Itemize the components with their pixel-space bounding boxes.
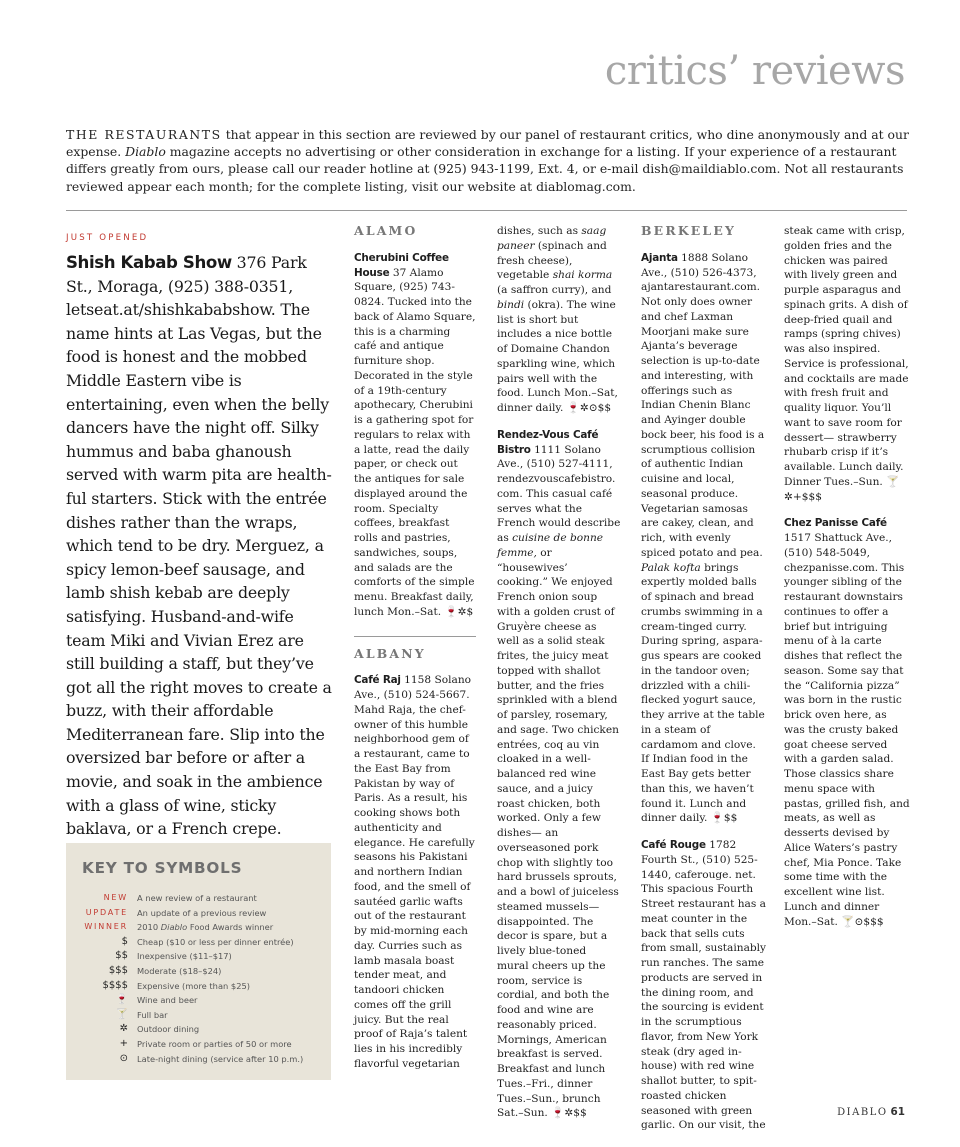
review-cafe-raj <box>354 673 476 1071</box>
featured-review <box>66 233 334 866</box>
key-row-late-night <box>66 1052 331 1067</box>
review-symbols: 🍷✲$$ <box>551 1107 587 1120</box>
key-to-symbols <box>66 843 331 1080</box>
key-desc: Private room or parties of 50 or more <box>137 1038 292 1049</box>
sun-icon: ✲ <box>119 1023 128 1035</box>
divider <box>354 636 476 637</box>
review-symbols: 🍷$$ <box>710 812 738 825</box>
intro-lead: THE RESTAURANTS <box>66 127 222 142</box>
review-cherubini <box>354 251 476 620</box>
review-cafe-raj-continued: dishes, such as saag paneer (spinach and fresh cheese), vegetable shai korma (a saffron curry), and bindi (okra). The wine list is short but includes a nice bottle of Domaine Chandon sparkling wine, which pairs well with the food. Lunch Mon.–Sat, dinner daily. 🍷✲⊙$$ <box>497 225 618 414</box>
footer-magazine: DIABLO <box>837 1107 888 1118</box>
column-alamo-albany <box>354 224 476 1072</box>
restaurant-name: Café Rouge <box>641 839 706 851</box>
review-cafe-rouge-continued: steak came with crisp, golden fries and the chicken was paired with lively green and purple asparagus and spinach grits. A dish of deep-fried quail and ramps (spring chives) was also inspired. Service is professional, and cocktails are made with fresh fruit and quality liquor. You’ll want to save room for dessert— strawberry rhubarb crisp if it’s available. Lunch daily. Dinner Tues.–Sun. 🍸✲+$$$ <box>784 225 909 503</box>
key-desc: Late-night dining (service after 10 p.m.) <box>137 1053 304 1064</box>
review-text: 1158 Solano Ave., (510) 524-5667. Mahd Raja, the chef-owner of this humble neighborhood gem of a restaurant, came to the East Bay from Pakistan by way of Paris. As a result, his cooking shows both authenticity and elegance. He carefully seasons his Pakistani and northern Indian food, and the smell of sautéed garlic wafts out of the restaurant by mid-morning each day. Curries such as lamb masala boast tender meat, and tandoori chicken comes off the grill juicy. But the real proof of Raja’s talent lies in his incredibly flavorful vegetarian <box>354 674 475 1070</box>
key-row-new <box>66 891 331 906</box>
key-rows <box>66 891 331 1066</box>
key-desc: A new review of a restaurant <box>137 893 257 903</box>
page-footer <box>837 1106 905 1118</box>
section-title: critics’ reviews <box>604 48 905 94</box>
intro-text-1: that appear in this section are reviewed by our panel of restaurant critics, who dine anonymously and at our expense. <box>66 127 909 160</box>
key-row-private-room <box>66 1037 331 1052</box>
key-row-update <box>66 906 331 921</box>
review-rendez-vous: Rendez-Vous Café Bistro 1111 Solano Ave., (510) 527-4111, rendezvouscafebistro. com. This casual café serves what the French would describe as cuisine de bonne femme, or “housewives’ cooking.” We enjoyed French onion soup with a golden crust of Gruyère cheese as well as a solid steak frites, the juicy meat topped with shallot butter, and the fries sprinkled with a blend of parsley, rosemary, and sage. Two chicken entrées, coq au vin cloaked in a well-balanced red wine sauce, and a juicy roast chicken, both worked. Only a few dishes— an overseasoned pork chop with slightly too hard brussels sprouts, and a bowl of juiceless steamed mussels— disappointed. The decor is spare, but a lively blue-toned mural cheers up the room, service is cordial, and both the food and wine are reasonably priced. Mornings, American breakfast is served. Breakfast and lunch Tues.–Fri., dinner Tues.–Sun., brunch Sat.–Sun. 🍷✲$$ <box>497 428 621 1120</box>
key-row-cheap <box>66 935 331 950</box>
featured-review-body <box>66 251 334 866</box>
key-desc: Full bar <box>137 1009 168 1020</box>
key-desc: Expensive (more than $25) <box>137 980 250 991</box>
key-desc: 2010 Diablo Food Awards winner <box>137 922 274 933</box>
review-symbols: 🍸⊙$$$ <box>841 915 884 928</box>
column-berkeley <box>641 224 767 1133</box>
key-label: UPDATE <box>85 907 128 917</box>
key-row-wine-beer <box>66 993 331 1008</box>
city-heading-berkeley: BERKELEY <box>641 223 737 238</box>
key-desc: Wine and beer <box>137 995 198 1006</box>
key-row-expensive <box>66 979 331 994</box>
restaurant-name: Rendez-Vous Café Bistro <box>497 428 599 456</box>
featured-review-text: 376 Park St., Moraga, (925) 388-0351, letseat.at/shishkababshow. The name hints at Las Vegas, but the food is honest and the mobbed Middle Eastern vibe is entertaining, even when the belly dancers have the night off. Silky hummus and baba ghanoush served with warm pita are healthful starters. Stick with the entrée dishes rather than the wraps, which tend to be dry. Merguez, a spicy lemon-beef sausage, and lamb shish kebab are deeply satisfying. Husband-and-wife team Miki and Vivian Erez are still building a staff, but they’ve got all the right moves to create a buzz, with their affordable Mediterranean fare. Slip into the oversized bar before or after a movie, and soak in the ambience with a glass of wine, sticky baklava, or a French crepe. <box>66 253 332 839</box>
review-text: 37 Alamo Square, (925) 743-0824. Tucked into the back of Alamo Square, this is a charming café and antique furniture shop. Decorated in the style of a 19th-century apothecary, Cherubini is a gathering spot for regulars to relax with a latte, read the daily paper, or check out the antiques for sale displayed around the room. Specialty coffees, breakfast rolls and pastries, sandwiches, soups, and salads are the comforts of the simple menu. Breakfast daily, lunch Mon.–Sat. <box>354 266 476 618</box>
page-number: 61 <box>890 1106 905 1118</box>
restaurant-name: Cherubini Coffee House <box>354 251 449 279</box>
city-heading-alamo: ALAMO <box>354 223 418 238</box>
plus-icon: + <box>119 1037 128 1049</box>
key-label: $ <box>121 935 128 947</box>
review-symbols: 🍷✲$ <box>444 605 474 618</box>
key-desc: An update of a previous review <box>137 907 267 918</box>
key-desc: Cheap ($10 or less per dinner entrée) <box>137 936 294 947</box>
key-desc: Inexpensive ($11–$17) <box>137 951 232 962</box>
review-cafe-rouge: Café Rouge 1782 Fourth St., (510) 525-1440, caferouge. net. This spacious Fourth Street restaurant has a meat counter in the back that sells cuts from small, sustainably run ranches. The same products are served in the dining room, and the sourcing is evident in the scrumptious flavor, from New York steak (dry aged in-house) with red wine shallot butter, to spit-roasted chicken seasoned with green garlic. On our visit, the <box>641 839 767 1132</box>
key-label: WINNER <box>84 922 128 932</box>
intro-paragraph <box>66 126 916 195</box>
key-row-moderate <box>66 964 331 979</box>
cocktail-glass-icon: 🍸 <box>115 1008 128 1020</box>
restaurant-name: Chez Panisse Café <box>784 517 887 530</box>
featured-restaurant-name: Shish Kabab Show <box>66 253 232 272</box>
key-row-outdoor <box>66 1022 331 1037</box>
top-divider <box>66 210 907 211</box>
review-symbols: 🍷✲⊙$$ <box>566 402 612 414</box>
review-chez-panisse: Chez Panisse Café 1517 Shattuck Ave., (510) 548-5049, chezpanisse.com. This younger sibling of the restaurant downstairs continues to offer a brief but intriguing menu of à la carte dishes that reflect the season. Some say that the “California pizza” was born in the rustic brick oven here, as was the crusty baked goat cheese served with a garden salad. Those classics share menu space with pastas, grilled fish, and meats, as well as desserts devised by Alice Waters’s pastry chef, Mia Ponce. Take some time with the excellent wine list. Lunch and dinner Mon.–Sat. 🍸⊙$$$ <box>784 517 910 928</box>
clock-icon: ⊙ <box>119 1052 128 1064</box>
intro-magazine-name: Diablo <box>125 144 166 160</box>
key-row-inexpensive <box>66 949 331 964</box>
restaurant-name: Ajanta <box>641 251 678 264</box>
key-title: KEY TO SYMBOLS <box>82 859 243 877</box>
review-ajanta: Ajanta 1888 Solano Ave., (510) 526-4373, ajantarestaurant.com. Not only does owner and chef Laxman Moorjani make sure Ajanta’s beverage selection is up-to-date and interesting, with offerings such as Indian Chenin Blanc and Ayinger double bock beer, his food is a scrumptious collision of authentic Indian cuisine and local, seasonal produce. Vegetarian samosas are cakey, clean, and rich, with evenly spiced potato and pea. Palak kofta brings expertly molded balls of spinach and bread crumbs swimming in a cream-tinged curry. During spring, asparagus spears are cooked in the tandoor oven; drizzled with a chili-flecked yogurt sauce, they arrive at the table in a steam of cardamom and clove. If Indian food in the East Bay gets better than this, we haven’t found it. Lunch and dinner daily. 🍷$$ <box>641 251 765 825</box>
intro-text-2: magazine accepts no advertising or other consideration in exchange for a listing. If your experience of a restaurant differs greatly from ours, please call our reader hotline at (925) 943-1199, Ext. 4, or e-mail dish@maildiablo.com. Not all restaurants reviewed appear each month; for the complete listing, visit our website at diablomag.com. <box>66 144 904 194</box>
restaurant-name: Café Raj <box>354 674 401 687</box>
city-heading-albany: ALBANY <box>354 645 426 661</box>
key-desc: Moderate ($18–$24) <box>137 965 222 976</box>
key-row-winner <box>66 920 331 935</box>
just-opened-tag: JUST OPENED <box>66 233 149 243</box>
review-symbols: 🍸✲+$$$ <box>784 475 900 503</box>
key-label: $$$$ <box>102 979 128 991</box>
key-desc: Outdoor dining <box>137 1024 200 1035</box>
key-label: NEW <box>103 893 128 902</box>
key-row-full-bar <box>66 1008 331 1023</box>
key-label: $$ <box>115 950 128 962</box>
key-label: $$$ <box>108 964 128 976</box>
column-3 <box>497 224 621 1121</box>
column-5 <box>784 224 910 929</box>
wine-glass-icon: 🍷 <box>115 994 128 1006</box>
